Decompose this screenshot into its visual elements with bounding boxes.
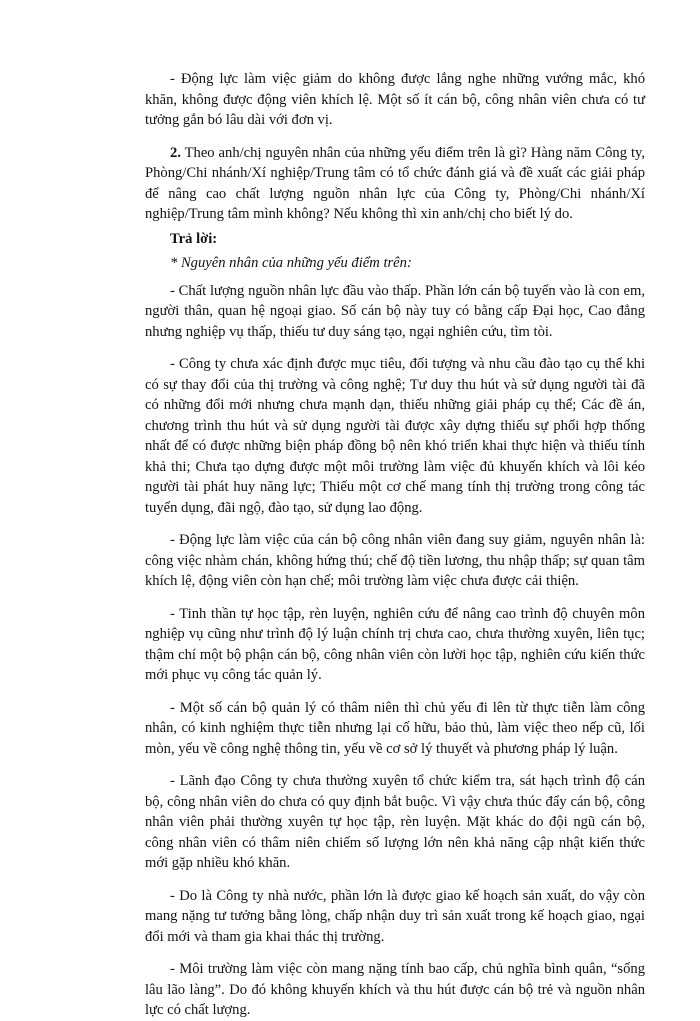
cause-paragraph: - Công ty chưa xác định được mục tiêu, đối tượng và nhu cầu đào tạo cụ thể khi có sự thay đổi của thị trường và công nghệ; Tư duy thu hút và sử dụng người tài đã có những đổi mới nhưng chưa mạnh dạn, thiếu những giải pháp cụ thể; Các đề án, chương trình thu hút và sử dụng người tài được xây dựng thiếu sự phối hợp thống nhất để có được những biện pháp đồng bộ nên khó triển khai thực hiện và thiếu tính khả thi; Chưa tạo dựng được một môi trường làm việc đủ khuyến khích và lôi kéo người tài phát huy năng lực; Thiếu một cơ chế mang tính thị trường trong công tác tuyển dụng, đãi ngộ, đào tạo, sử dụng lao động. xyxy=(145,356,645,516)
question-number: 2. xyxy=(170,144,181,161)
question-text: Theo anh/chị nguyên nhân của những yếu điểm trên là gì? Hàng năm Công ty, Phòng/Chi nhánh/Xí nghiệp/Trung tâm có tổ chức đánh giá và đề xuất các giải pháp để nâng cao chất lượng nguồn nhân lực của Công ty, Phòng/Chi nhánh/Xí nghiệp/Trung tâm mình không? Nếu không thì xin anh/chị cho biết lý do. xyxy=(145,144,645,222)
answer-heading: Trả lời: xyxy=(170,230,218,247)
cause-paragraph: - Lãnh đạo Công ty chưa thường xuyên tổ chức kiểm tra, sát hạch trình độ cán bộ, công nhân viên do chưa có quy định bắt buộc. Vì vậy chưa thúc đẩy cán bộ, công nhân viên phải thường xuyên tự học tập, rèn luyện. Mặt khác do đội ngũ cán bộ, công nhân viên có thâm niên chiếm số lượng lớn nên khả năng cập nhật kiến thức mới gặp nhiều khó khăn. xyxy=(145,773,645,871)
paragraph-motivation-decline: - Động lực làm việc giảm do không được lắng nghe những vướng mắc, khó khăn, không được động viên khích lệ. Một số ít cán bộ, công nhân viên chưa có tư tưởng gắn bó lâu dài với đơn vị. xyxy=(145,71,645,128)
cause-paragraph: - Một số cán bộ quản lý có thâm niên thì chủ yếu đi lên từ thực tiễn làm công nhân, có kinh nghiệm thực tiễn nhưng lại cố hữu, bảo thủ, làm việc theo nếp cũ, lối mòn, yếu về công nghệ thông tin, yếu về cơ sở lý thuyết và phương pháp lý luận. xyxy=(145,699,645,757)
question-2 xyxy=(145,143,645,225)
cause-paragraph: - Do là Công ty nhà nước, phần lớn là được giao kế hoạch sản xuất, do vậy còn mang nặng tư tưởng bằng lòng, chấp nhận duy trì sản xuất trong kế hoạch giao, ngại đổi mới và tham gia khai thác thị trường. xyxy=(145,887,645,945)
cause-paragraph: - Môi trường làm việc còn mang nặng tính bao cấp, chủ nghĩa bình quân, “sống lâu lão làng”. Do đó không khuyến khích và thu hút được cán bộ trẻ và nguồn nhân lực có chất lượng. xyxy=(145,961,645,1018)
cause-paragraph: - Chất lượng nguồn nhân lực đầu vào thấp. Phần lớn cán bộ tuyển vào là con em, người thân, quan hệ ngoại giao. Số cán bộ này tuy có bằng cấp Đại học, Cao đẳng nhưng nghiệp vụ thấp, thiếu tư duy sáng tạo, ngại nghiên cứu, tìm tòi. xyxy=(145,282,645,340)
cause-paragraph: - Tinh thần tự học tập, rèn luyện, nghiên cứu để nâng cao trình độ chuyên môn nghiệp vụ cũng như trình độ lý luận chính trị chưa cao, chưa thường xuyên, liên tục; thậm chí một bộ phận cán bộ, công nhân viên còn lười học tập, nghiên cứu kiến thức mới phục vụ công tác quản lý. xyxy=(145,605,645,683)
cause-heading: * Nguyên nhân của những yếu điểm trên: xyxy=(170,255,412,271)
cause-paragraph: - Động lực làm việc của cán bộ công nhân viên đang suy giảm, nguyên nhân là: công việc nhàm chán, không hứng thú; chế độ tiền lương, thu nhập thấp; sự quan tâm khích lệ, động viên còn hạn chế; môi trường làm việc chưa được cải thiện. xyxy=(145,532,645,589)
